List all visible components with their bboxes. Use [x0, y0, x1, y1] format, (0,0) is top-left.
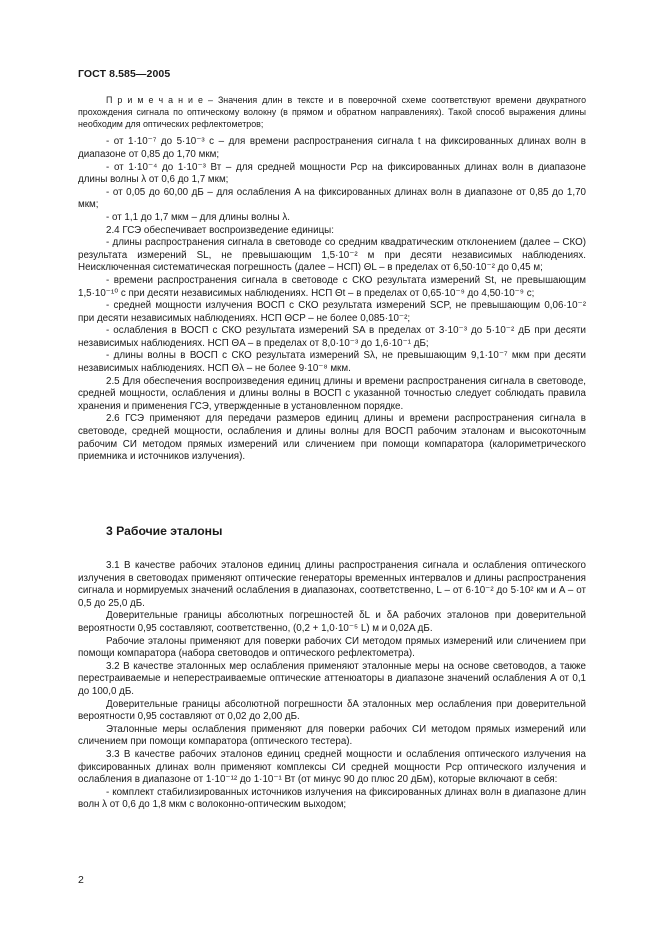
text-block-1 — [78, 95, 586, 464]
paragraph: - от 1,1 до 1,7 мкм – для длины волны λ. — [106, 211, 291, 223]
document-header: ГОСТ 8.585—2005 — [78, 68, 171, 80]
paragraph: - от 0,05 до 60,00 дБ – для ослабления A на фиксированных длинах волн в диапазоне от 0,85 до 1,70 мкм; — [78, 186, 586, 211]
paragraph: Доверительные границы абсолютных погрешностей δL и δA рабочих эталонов при доверительной вероятности 0,95 составляют, соответственно, (0,2 + 1,0·10⁻⁵ L) м и 0,02A дБ. — [78, 610, 586, 634]
paragraph: Эталонные меры ослабления применяют для поверки рабочих СИ методом прямых измерений или сличением при помощи компаратора (оптического тестера). — [78, 723, 586, 748]
paragraph: 2.4 ГСЭ обеспечивает воспроизведение единицы: — [106, 224, 334, 236]
text-block-2 — [78, 560, 586, 812]
paragraph: 2.6 ГСЭ применяют для передачи размеров единиц длины и времени распространения сигнала в световоде, средней мощности, ослабления и длины волны для ВОСП рабочим эталонам и высокоточным рабочим СИ методом прямых измерений или сличением при помощи компаратора (калориметрического приемника и источников излучения). — [78, 413, 586, 463]
paragraph: - комплект стабилизированных источников излучения на фиксированных длинах волн в диапазоне длин волн λ от 0,6 до 1,8 мкм с волоконно-оптическим выходом; — [78, 786, 586, 811]
paragraph: 3.2 В качестве эталонных мер ослабления применяют эталонные меры на основе световодов, а также перестраиваемые и неперестраиваемые оптические аттенюаторы в диапазоне значений ослабления A от 0,1 до 100,0 дБ. — [78, 660, 586, 697]
paragraph: - длины распространения сигнала в световоде со средним квадратическим отклонением (далее – СКО) результата измерений SL, не превышающим 1,5·10⁻² м при десяти независимых наблюдениях. Неисключенная систематическая погрешность (далее – НСП) ΘL – в пределах от 6,50·10⁻² до 0,45 м; — [78, 237, 586, 274]
paragraph: 3.1 В качестве рабочих эталонов единиц длины распространения сигнала и ослабления оптического излучения в световодах применяют оптические генераторы временных интервалов и длины распространения сигнала и нормируемых значений ослабления в диапазонах, соответственно, L – от 6·10⁻² до 5·10² км и A – от 0,5 до 25,0 дБ. — [78, 560, 586, 609]
paragraph: Доверительные границы абсолютной погрешности δA эталонных мер ослабления при доверительной вероятности 0,95 составляют от 0,02 до 2,00 дБ. — [78, 698, 586, 723]
paragraph: - ослабления в ВОСП с СКО результата измерений SA в пределах от 3·10⁻³ до 5·10⁻² дБ при десяти независимых наблюдениях. НСП ΘA – в пределах от 8,0·10⁻³ до 1,6·10⁻¹ дБ; — [78, 325, 586, 349]
paragraph: - от 1·10⁻⁴ до 1·10⁻³ Вт – для средней мощности Pср на фиксированных длинах волн в диапазоне длины волны λ от 0,6 до 1,7 мкм; — [78, 161, 586, 186]
paragraph: - средней мощности излучения ВОСП с СКО результата измерений SCP, не превышающим 0,06·10⁻² при десяти независимых наблюдениях. НСП ΘCP – не более 0,085·10⁻²; — [78, 300, 586, 324]
paragraph: - длины волны в ВОСП с СКО результата измерений Sλ, не превышающим 9,1·10⁻⁷ мкм при десяти независимых наблюдениях. НСП Θλ – не более 9·10⁻⁸ мкм. — [78, 350, 586, 375]
page-number: 2 — [78, 874, 84, 886]
paragraph: Рабочие эталоны применяют для поверки рабочих СИ методом прямых измерений или сличением при помощи компаратора (набора световодов и оптического рефлектометра). — [78, 635, 586, 660]
paragraph: - времени распространения сигнала в световоде с СКО результата измерений St, не превышающим 1,5·10⁻¹⁰ с при десяти независимых наблюдениях. НСП Θt – в пределах от 0,65·10⁻⁹ до 4,50·10⁻⁹ с; — [78, 274, 586, 299]
section-heading: 3 Рабочие эталоны — [106, 524, 223, 538]
note-paragraph: П р и м е ч а н и е – Значения длин в тексте и в поверочной схеме соответствуют времени двукратного прохождения сигнала по оптическому волокну (в прямом и обратном направлениях). Такой способ выражения длины необходим для оптических рефлектометров; — [78, 95, 586, 129]
paragraph: 3.3 В качестве рабочих эталонов единиц средней мощности и ослабления оптического излучения на фиксированных длинах волн применяют комплексы СИ средней мощности Pср оптического излучения и ослабления в диапазоне от 1·10⁻¹² до 1·10⁻¹ Вт (от минус 90 до плюс 20 дБм), которые включают в себя: — [78, 748, 586, 786]
paragraph: - от 1·10⁻⁷ до 5·10⁻³ с – для времени распространения сигнала t на фиксированных длинах волн в диапазоне от 0,85 до 1,70 мкм; — [78, 136, 586, 160]
paragraph: 2.5 Для обеспечения воспроизведения единиц длины и времени распространения сигнала в световоде, средней мощности, ослабления и длины волны в ВОСП с указанной точностью следует соблюдать правила хранения и применения ГСЭ, утвержденные в установленном порядке. — [78, 375, 586, 412]
